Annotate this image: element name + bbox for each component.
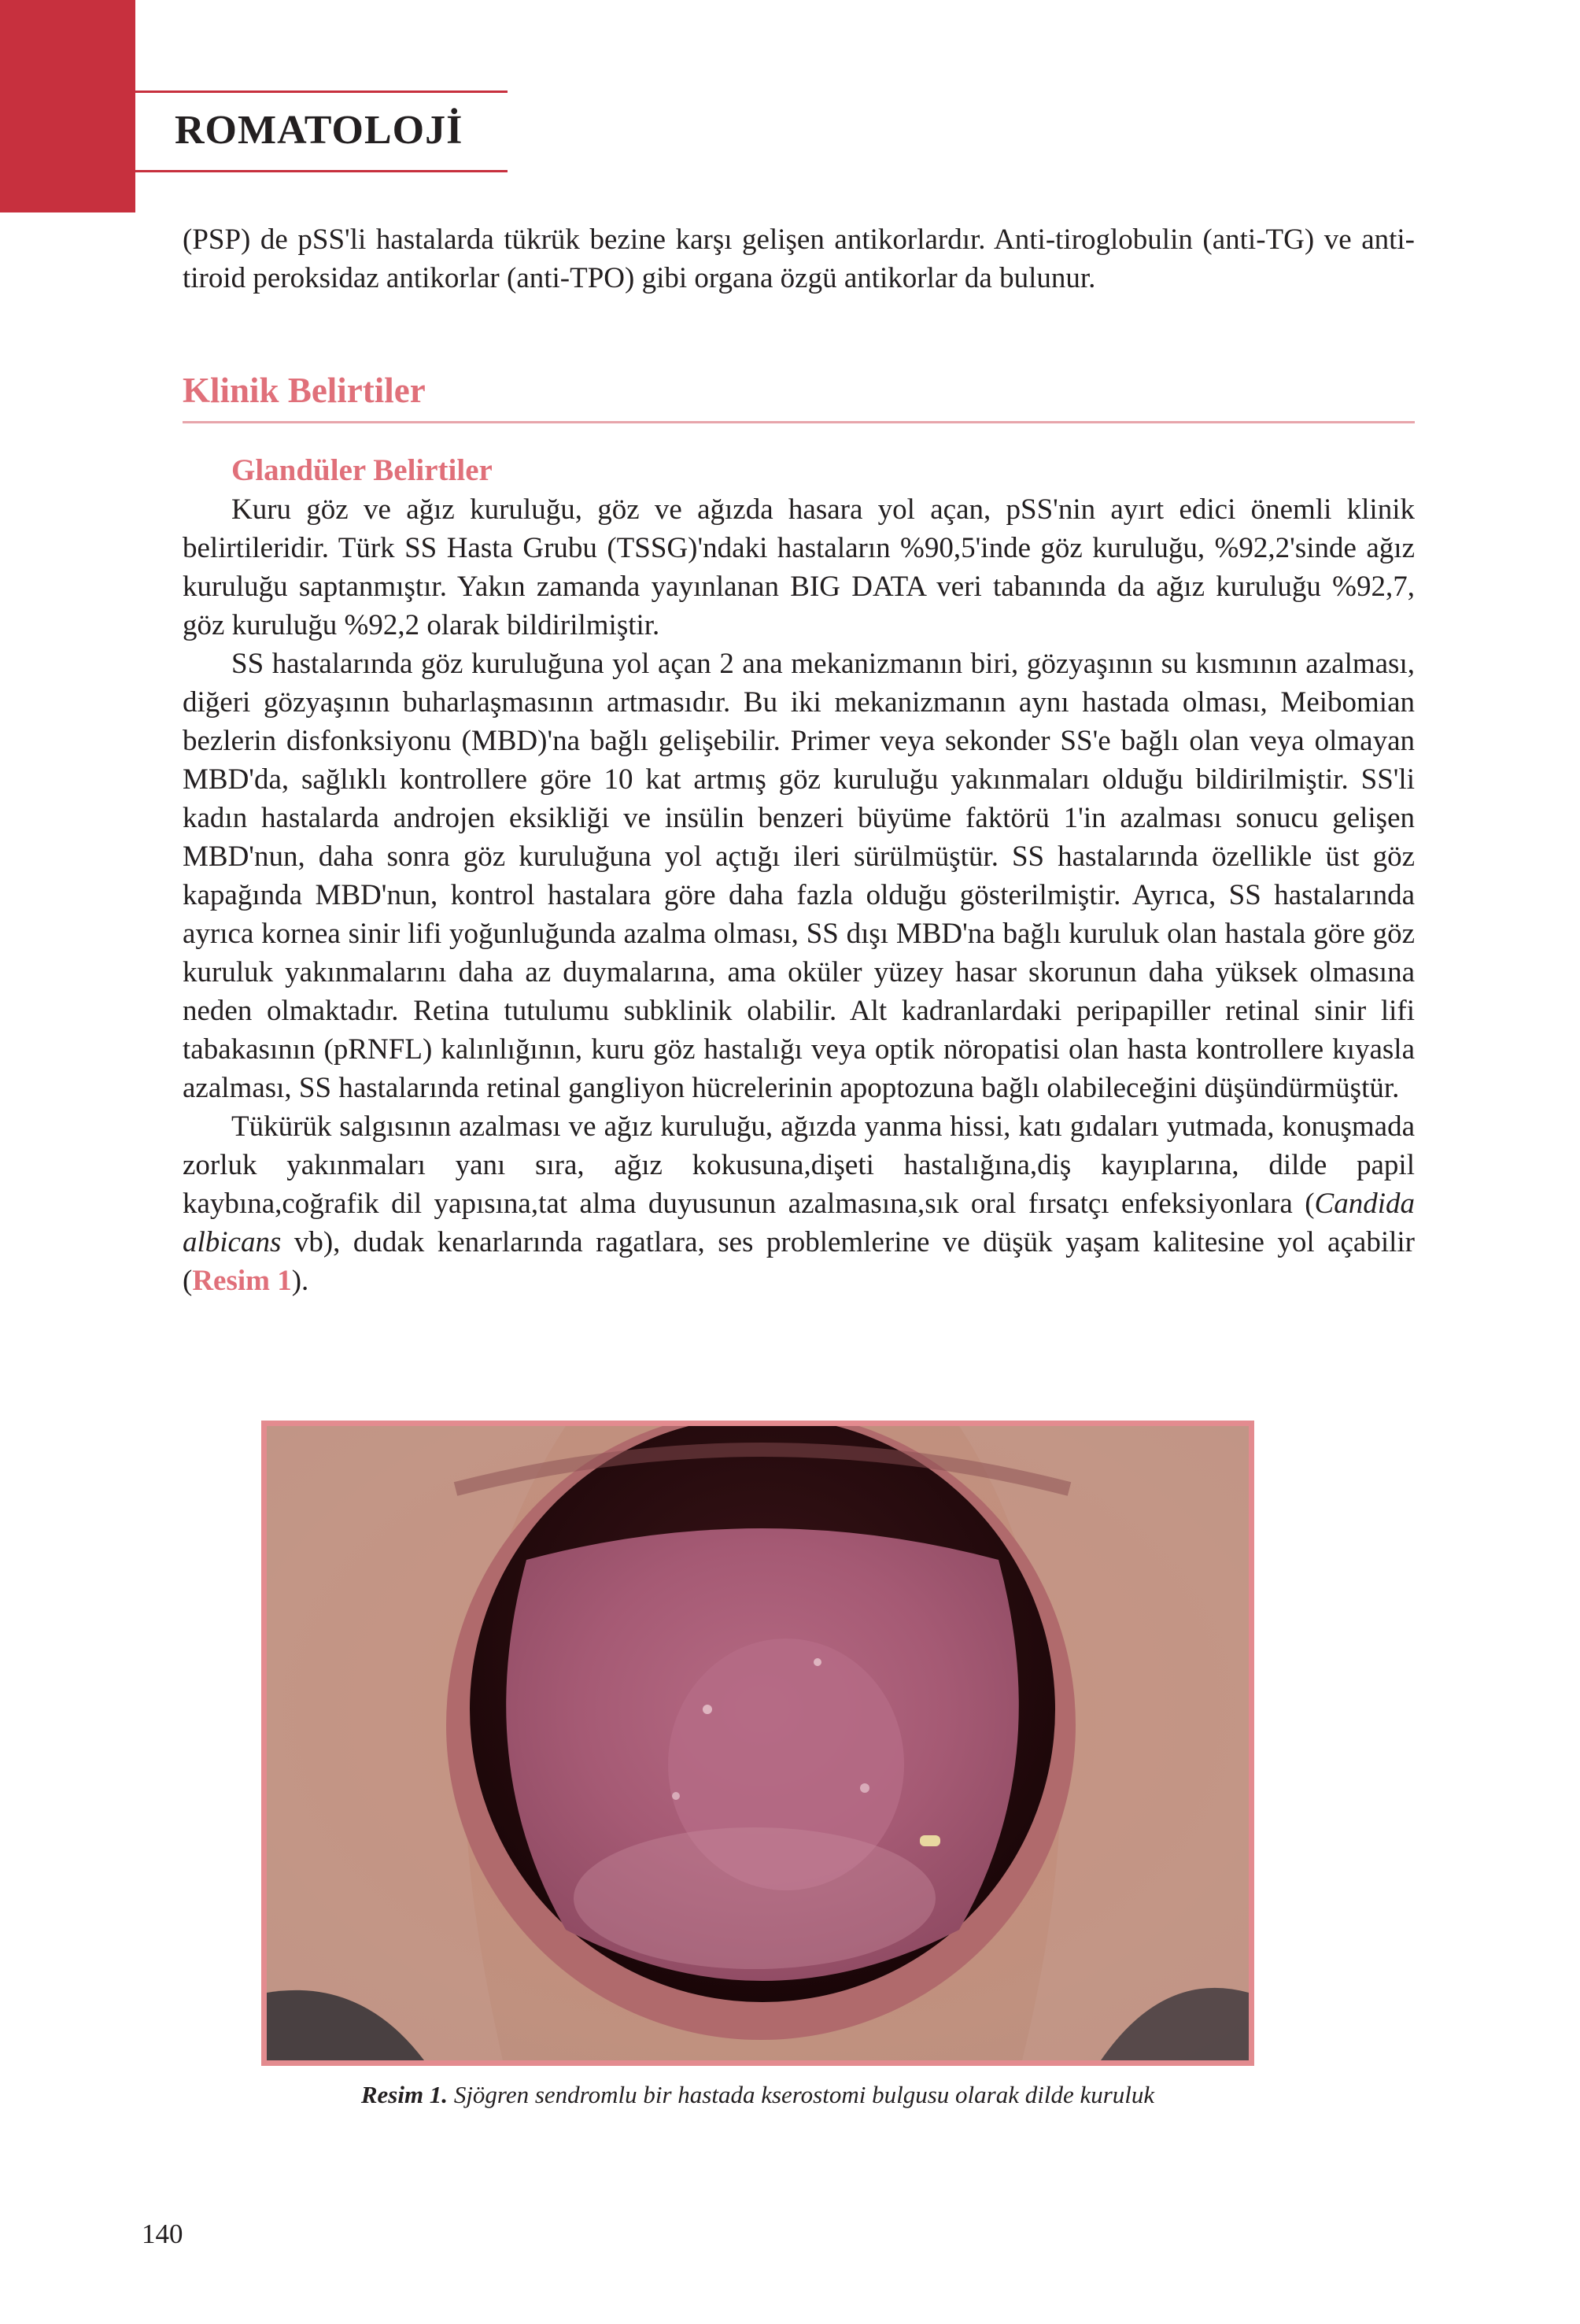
figure-caption: [261, 2081, 1254, 2109]
body-text: [183, 490, 1415, 1300]
paragraph-text: vb), dudak kenarlarında ragatlara, ses problemlerine ve düşük yaşam kalitesine yol açabilir (: [183, 1226, 1415, 1297]
caption-label: Resim 1.: [360, 2081, 449, 2108]
paragraph-text: Tükürük salgısının azalması ve ağız kuruluğu, ağızda yanma hissi, katı gıdaları yutmada, konuşmada zorluk yakınmaları yanı sıra, ağız kokusuna,dişeti hastalığına,diş kayıplarına, dilde papil kaybına,coğrafik dil yapısına,tat alma duyusunun azalmasına,sık oral fırsatçı enfeksiyonlara (: [183, 1110, 1415, 1220]
header-rule-top: [0, 91, 508, 93]
heading-rule: [183, 421, 1415, 423]
section-heading: Klinik Belirtiler: [183, 371, 426, 410]
header-rule-bottom: [0, 170, 508, 172]
species-name: Candida albicans: [183, 1188, 1415, 1258]
paragraph: SS hastalarında göz kuruluğuna yol açan 2 ana mekanizmanın biri, gözyaşının su kısmının azalması, diğeri gözyaşının buharlaşmasının artmasıdır. Bu iki mekanizmanın aynı hastada olması, Meibomian bezlerin disfonksiyonu (MBD)'na bağlı gelişebilir. Primer veya sekonder SS'e bağlı olan veya olmayan MBD'da, sağlıklı kontrollere göre 10 kat artmış göz kuruluğu yakınmaları olduğu bildirilmiştir. SS'li kadın hastalarda androjen eksikliği ve insülin benzeri büyüme faktörü 1'in azalması sonucu gelişen MBD'nun, daha sonra göz kuruluğuna yol açtığı ileri sürülmüştür. SS hastalarında özellikle üst göz kapağında MBD'nun, kontrol hastalara göre daha fazla olduğu gösterilmiştir. Ayrıca, SS hastalarında ayrıca kornea sinir lifi yoğunluğunda azalma olması, SS dışı MBD'na bağlı kuruluk olan hastala göre göz kuruluk yakınmalarını daha az duymalarına, ama oküler yüzey hasar skorunun daha yüksek olmasına neden olmaktadır. Retina tutulumu subklinik olabilir. Alt kadranlardaki peripapiller retinal sinir lifi tabakasının (pRNFL) kalınlığının, kuru göz hastalığı veya optik nöropatisi olan hasta kontrollere kıyasla azalması, SS hastalarında retinal gangliyon hücrelerinin apoptozuna bağlı olabileceğini düşündürmüştür.: [183, 648, 1415, 1104]
paragraph: Kuru göz ve ağız kuruluğu, göz ve ağızda hasara yol açan, pSS'nin ayırt edici önemli klinik belirtileridir. Türk SS Hasta Grubu (TSSG)'ndaki hastaların %90,5'inde göz kuruluğu, %92,2'sinde ağız kuruluğu saptanmıştır. Yakın zamanda yayınlanan BIG DATA veri tabanında da ağız kuruluğu %92,7, göz kuruluğu %92,2 olarak bildirilmiştir.: [183, 493, 1415, 641]
paragraph-last: [183, 1107, 1415, 1300]
caption-text: Sjögren sendromlu bir hastada kserostomi bulgusu olarak dilde kuruluk: [448, 2081, 1155, 2108]
mouth-photo-illustration: [267, 1426, 1249, 2060]
figure-reference-link[interactable]: Resim 1: [192, 1265, 292, 1297]
page-number: 140: [142, 2219, 183, 2249]
intro-text: [183, 220, 1415, 297]
header-accent-bar: [0, 0, 135, 212]
section-title: ROMATOLOJİ: [175, 108, 463, 153]
paragraph-text: ).: [291, 1265, 309, 1297]
figure-photo: [261, 1421, 1254, 2066]
intro-paragraph: (PSP) de pSS'li hastalarda tükrük bezine karşı gelişen antikorlardır. Anti-tiroglobulin (anti-TG) ve anti-tiroid peroksidaz antikorlar (anti-TPO) gibi organa özgü antikorlar da bulunur.: [183, 224, 1415, 294]
subsection-heading: Glandüler Belirtiler: [231, 453, 493, 487]
